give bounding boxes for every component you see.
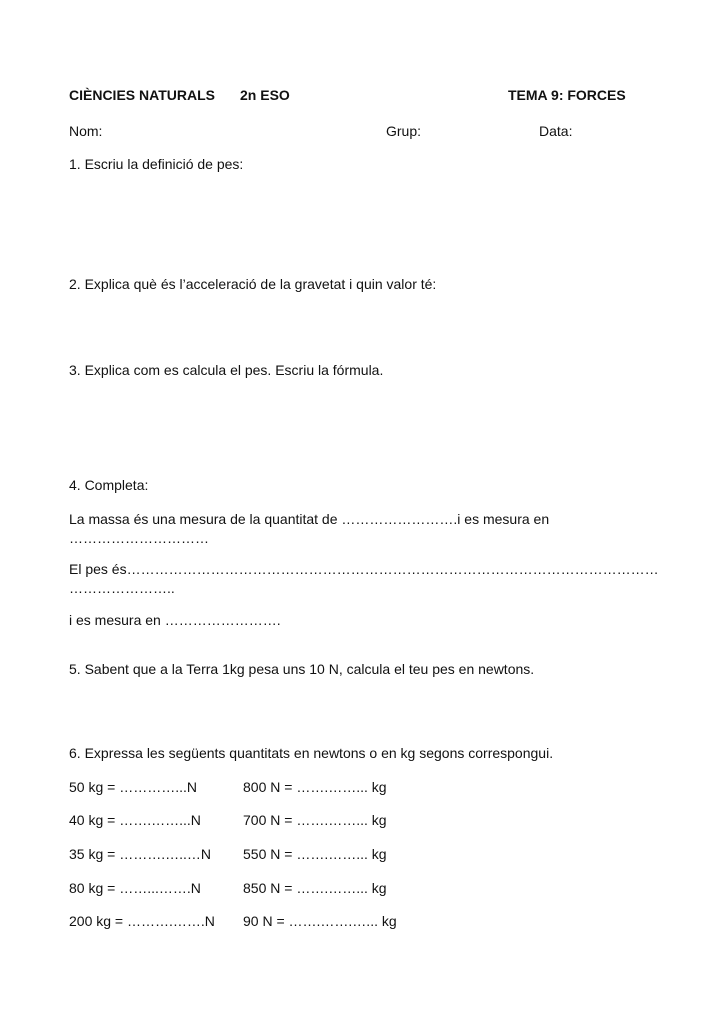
question-1: 1. Escriu la definició de pes: <box>69 156 244 172</box>
conversion-left: 80 kg = ……...…….N <box>69 880 201 896</box>
conversion-left: 35 kg = ……….…..…N <box>69 846 211 862</box>
conversion-left: 200 kg = ……….…….N <box>69 913 215 929</box>
question-4-title: 4. Completa: <box>69 477 149 493</box>
conversion-right: 550 N = …….……... kg <box>243 846 387 862</box>
course-label: 2n ESO <box>240 87 290 103</box>
question-6-title: 6. Expressa les següents quantitats en newtons o en kg segons correspongui. <box>69 745 554 761</box>
question-4-line-2-continued: ………………….. <box>69 580 175 596</box>
conversion-right: 90 N = …….…….…... kg <box>243 913 397 929</box>
conversion-left: 50 kg = …………...N <box>69 779 197 795</box>
question-4-line-1-continued: ………………………… <box>69 530 209 546</box>
subject-title: CIÈNCIES NATURALS <box>69 87 215 103</box>
question-5: 5. Sabent que a la Terra 1kg pesa uns 10 N, calcula el teu pes en newtons. <box>69 661 535 677</box>
conversion-left: 40 kg = …….……...N <box>69 812 201 828</box>
question-3: 3. Explica com es calcula el pes. Escriu la fórmula. <box>69 362 384 378</box>
conversion-right: 800 N = …….……... kg <box>243 779 387 795</box>
question-2: 2. Explica què és l’acceleració de la gravetat i quin valor té: <box>69 276 437 292</box>
question-4-line-2: El pes és…………………………………………………………………………………………………… <box>69 561 659 577</box>
name-label: Nom: <box>69 123 103 139</box>
conversion-right: 700 N = …….……... kg <box>243 812 387 828</box>
group-label: Grup: <box>386 123 422 139</box>
conversion-right: 850 N = …….……... kg <box>243 880 387 896</box>
question-4-line-1: La massa és una mesura de la quantitat de …………………….i es mesura en <box>69 511 550 527</box>
question-4-line-3: i es mesura en ……………………. <box>69 612 281 628</box>
date-label: Data: <box>539 123 573 139</box>
topic-title: TEMA 9: FORCES <box>508 87 626 103</box>
